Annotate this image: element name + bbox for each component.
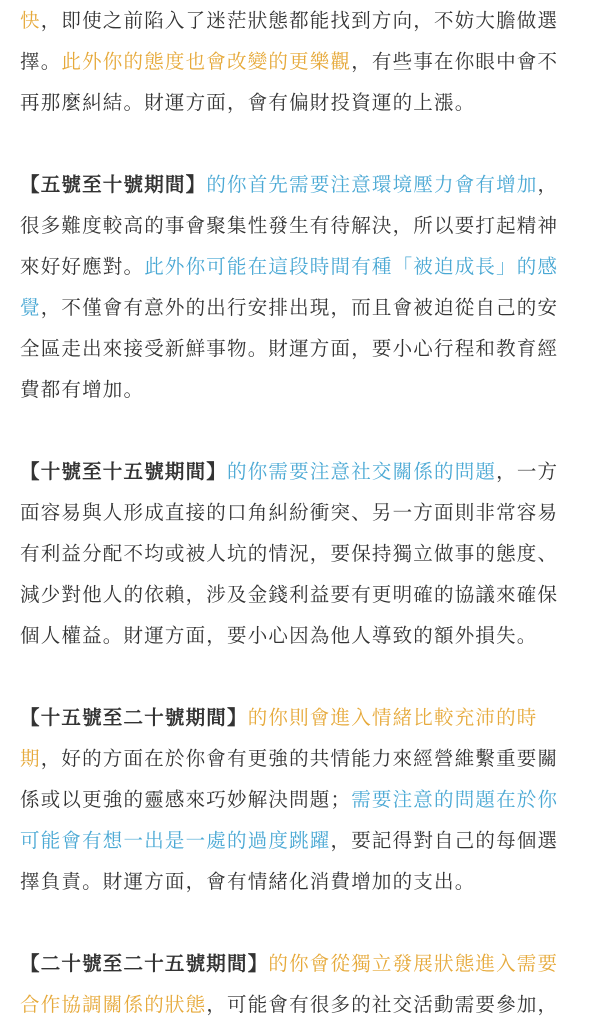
text-line <box>20 615 598 656</box>
text-line <box>20 164 598 205</box>
highlighted-text: 可能會有想一出是一處的過度跳躍 <box>20 829 331 852</box>
text-line <box>20 533 598 574</box>
body-text: 係或以更強的靈感來巧妙解決問題； <box>20 788 352 811</box>
paragraph <box>20 697 598 902</box>
text-line <box>20 943 598 984</box>
body-text: ，一方 <box>496 460 559 483</box>
paragraph <box>20 943 598 1025</box>
highlighted-text: 的你則會進入情緒比較充沛的時 <box>247 706 538 729</box>
paragraph-gap <box>20 656 598 697</box>
text-line <box>20 451 598 492</box>
text-line <box>20 779 598 820</box>
text-line <box>20 738 598 779</box>
text-line <box>20 492 598 533</box>
text-line <box>20 82 598 123</box>
body-text: ，不僅會有意外的出行安排出現，而且會被迫從自己的安 <box>40 296 559 319</box>
body-text: ，有些事在你眼中會不 <box>351 50 559 73</box>
highlighted-text: 快 <box>20 9 41 32</box>
text-line <box>20 287 598 328</box>
body-text: ，即使之前陷入了迷茫狀態都能找到方向，不妨大膽做選 <box>40 9 559 32</box>
body-text: ，要記得對自己的每個選 <box>330 829 559 852</box>
text-line <box>20 369 598 410</box>
text-line <box>20 984 598 1025</box>
body-text: 減少對他人的依賴，涉及金錢利益要有更明確的協議來確保 <box>20 583 559 606</box>
body-text: 全區走出來接受新鮮事物。財運方面，要小心行程和教育經 <box>20 337 559 360</box>
highlighted-text: 此外你可能在這段時間有種「被迫成長」的感 <box>144 255 559 278</box>
text-line <box>20 574 598 615</box>
highlighted-text: 的你會從獨立發展狀態進入需要 <box>268 952 559 975</box>
text-line <box>20 41 598 82</box>
section-heading: 【十五號至二十號期間】 <box>20 706 248 729</box>
body-text: 擇。 <box>20 50 62 73</box>
body-text: 來好好應對。 <box>20 255 145 278</box>
paragraph-gap <box>20 902 598 943</box>
body-text: 有利益分配不均或被人坑的情況，要保持獨立做事的態度、 <box>20 542 559 565</box>
text-line <box>20 246 598 287</box>
body-text: 再那麼糾結。財運方面，會有偏財投資運的上漲。 <box>20 91 476 114</box>
paragraph <box>20 451 598 656</box>
paragraph <box>20 0 598 123</box>
highlighted-text: 覺 <box>20 296 41 319</box>
paragraph-gap <box>20 410 598 451</box>
body-text: 費都有增加。 <box>20 378 145 401</box>
text-line <box>20 820 598 861</box>
article-body <box>20 0 598 1025</box>
body-text: ， <box>537 173 559 196</box>
text-line <box>20 861 598 902</box>
section-heading: 【十號至十五號期間】 <box>20 460 228 483</box>
highlighted-text: 期 <box>20 747 41 770</box>
text-line <box>20 205 598 246</box>
highlighted-text: 此外你的態度也會改變的更樂觀 <box>61 50 352 73</box>
body-text: ，好的方面在於你會有更強的共情能力來經營維繫重要關 <box>40 747 559 770</box>
text-line <box>20 328 598 369</box>
body-text: 很多難度較高的事會聚集性發生有待解決，所以要打起精神 <box>20 214 559 237</box>
highlighted-text: 的你需要注意社交關係的問題 <box>227 460 497 483</box>
section-heading: 【二十號至二十五號期間】 <box>20 952 269 975</box>
body-text: 擇負責。財運方面，會有情緒化消費增加的支出。 <box>20 870 476 893</box>
text-line <box>20 0 598 41</box>
paragraph <box>20 164 598 410</box>
paragraph-gap <box>20 123 598 164</box>
body-text: 個人權益。財運方面，要小心因為他人導致的額外損失。 <box>20 624 538 647</box>
highlighted-text: 的你首先需要注意環境壓力會有增加 <box>206 173 538 196</box>
body-text: 面容易與人形成直接的口角糾紛衝突、另一方面則非常容易 <box>20 501 559 524</box>
text-line <box>20 697 598 738</box>
highlighted-text: 需要注意的問題在於你 <box>351 788 559 811</box>
body-text: ，可能會有很多的社交活動需要參加， <box>206 993 559 1016</box>
highlighted-text: 合作協調關係的狀態 <box>20 993 207 1016</box>
section-heading: 【五號至十號期間】 <box>20 173 207 196</box>
